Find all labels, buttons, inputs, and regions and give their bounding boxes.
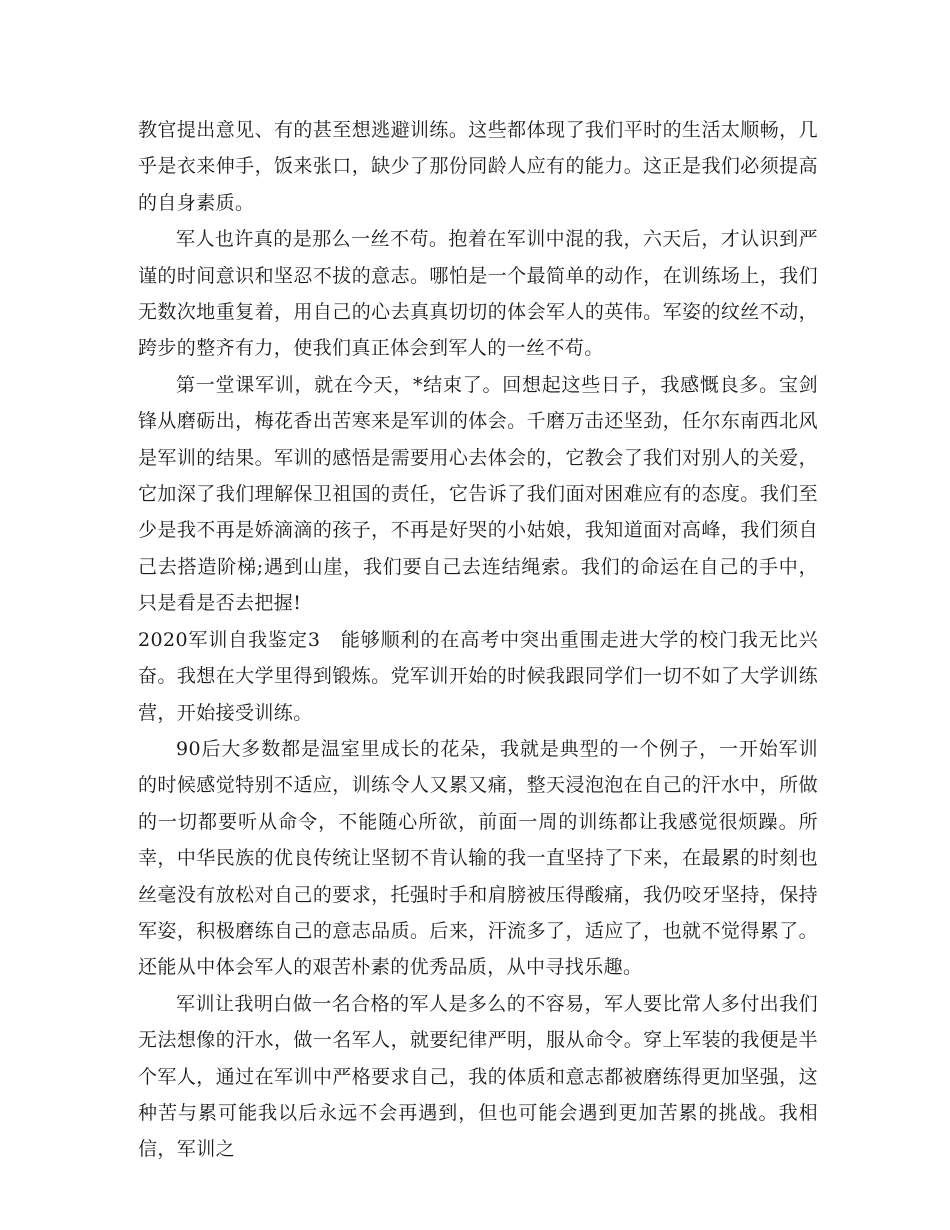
paragraph-2: 军人也许真的是那么一丝不苟。抱着在军训中混的我，六天后，才认识到严谨的时间意识和坚忍不拔的意志。哪怕是一个最简单的动作，在训练场上，我们无数次地重复着，用自己的心去真真切切的体会军人的英伟。军姿的纹丝不动，跨步的整齐有力，使我们真正体会到军人的一丝不苟。 (138, 228, 818, 360)
section-heading: 2020军训自我鉴定3 (138, 628, 321, 651)
paragraph-5: 90后大多数都是温室里成长的花朵，我就是典型的一个例子，一开始军训的时候感觉特别不适应，训练令人又累又痛，整天浸泡泡在自己的汗水中，所做的一切都要听从命令，不能随心所欲，前面一周的训练都让我感觉很烦躁。所幸，中华民族的优良传统让坚韧不肯认输的我一直坚持了下来，在最累的时刻也丝毫没有放松对自己的要求，托强时手和肩膀被压得酸痛，我仍咬牙坚持，保持军姿，积极磨练自己的意志品质。后来，汗流多了，适应了，也就不觉得累了。还能从中体会军人的艰苦朴素的优秀品质，从中寻找乐趣。 (138, 737, 818, 979)
paragraph-1: 教官提出意见、有的甚至想逃避训练。这些都体现了我们平时的生活太顺畅，几乎是衣来伸手，饭来张口，缺少了那份同龄人应有的能力。这正是我们必须提高的自身素质。 (138, 119, 818, 214)
paragraph-6: 军训让我明白做一名合格的军人是多么的不容易，军人要比常人多付出我们无法想像的汗水，做一名军人，就要纪律严明，服从命令。穿上军装的我便是半个军人，通过在军训中严格要求自己，我的体质和意志都被磨练得更加坚强，这种苦与累可能我以后永远不会再遇到，但也可能会遇到更加苦累的挑战。我相信，军训之 (138, 992, 818, 1161)
paragraph-3: 第一堂课军训，就在今天，*结束了。回想起这些日子，我感慨良多。宝剑锋从磨砺出，梅花香出苦寒来是军训的体会。千磨万击还坚劲，任尔东南西北风是军训的结果。军训的感悟是需要用心去体会的，它教会了我们对别人的关爱，它加深了我们理解保卫祖国的责任，它告诉了我们面对困难应有的态度。我们至少是我不再是娇滴滴的孩子，不再是好哭的小姑娘，我知道面对高峰，我们须自己去搭造阶梯;遇到山崖，我们要自己去连结绳索。我们的命运在自己的手中，只是看是否去把握! (138, 373, 818, 615)
paragraph-4-text: 能够顺利的在高考中突出重围走进大学的校门我无比兴奋。我想在大学里得到锻炼。党军训开始的时候我跟同学们一切不如了大学训练营，开始接受训练。 (138, 628, 818, 724)
document-body (138, 112, 818, 1168)
paragraph-4 (138, 622, 818, 731)
